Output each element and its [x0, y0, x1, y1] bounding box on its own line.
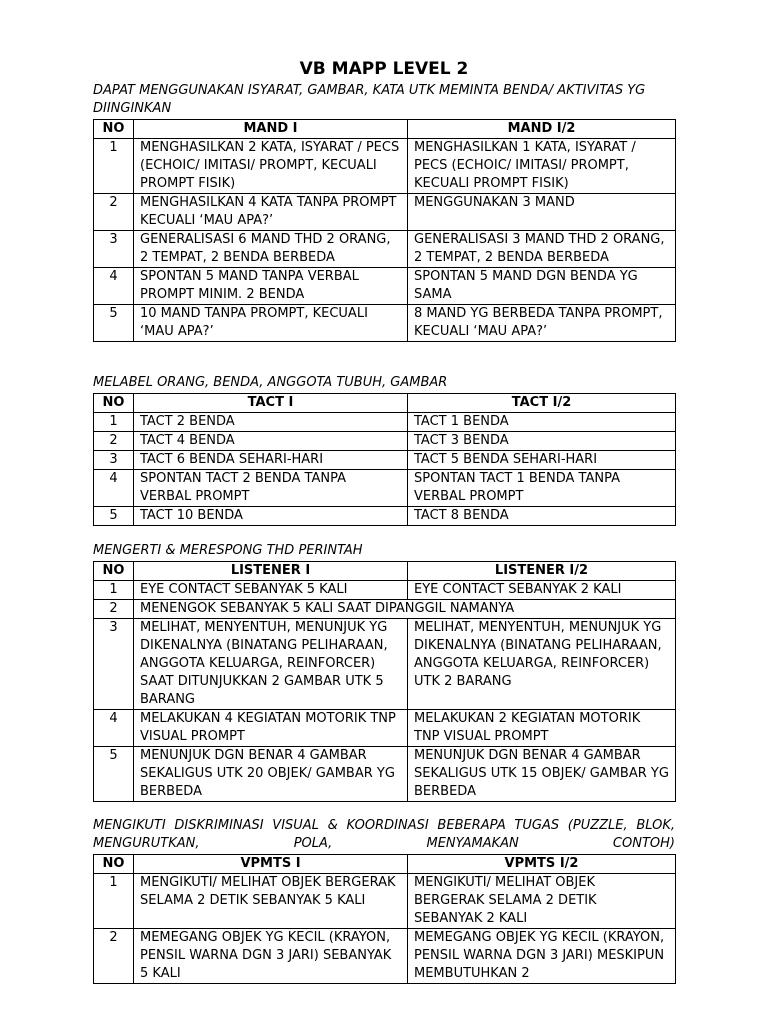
table-row	[94, 305, 676, 342]
cell-level-1: MELAKUKAN 4 KEGIATAN MOTORIK TNP VISUAL PROMPT	[134, 710, 408, 747]
cell-level-half: SPONTAN TACT 1 BENDA TANPA VERBAL PROMPT	[408, 470, 676, 507]
header-level-1: MAND I	[134, 120, 408, 139]
header-no: NO	[94, 120, 134, 139]
cell-level-half: MENGGUNAKAN 3 MAND	[408, 194, 676, 231]
row-number: 1	[94, 581, 134, 600]
row-number: 1	[94, 139, 134, 194]
row-number: 4	[94, 470, 134, 507]
table-row	[94, 619, 676, 710]
table-header-row	[94, 394, 676, 413]
cell-level-half: EYE CONTACT SEBANYAK 2 KALI	[408, 581, 676, 600]
section-vpmts	[93, 817, 675, 984]
cell-level-1: TACT 4 BENDA	[134, 432, 408, 451]
section-tact	[93, 374, 675, 526]
cell-level-1: TACT 2 BENDA	[134, 413, 408, 432]
section-caption: DAPAT MENGGUNAKAN ISYARAT, GAMBAR, KATA UTK MEMINTA BENDA/ AKTIVITAS YG DIINGINKAN	[93, 83, 646, 116]
section-listener	[93, 542, 675, 802]
row-number: 5	[94, 507, 134, 526]
cell-level-half: GENERALISASI 3 MAND THD 2 ORANG, 2 TEMPAT, 2 BENDA BERBEDA	[408, 231, 676, 268]
table-row	[94, 600, 676, 619]
header-level-half: TACT I/2	[408, 394, 676, 413]
mand-table	[93, 119, 676, 342]
cell-level-half: MENGIKUTI/ MELIHAT OBJEK BERGERAK SELAMA 2 DETIK SEBANYAK 2 KALI	[408, 874, 676, 929]
row-number: 2	[94, 600, 134, 619]
cell-level-half: MEMEGANG OBJEK YG KECIL (KRAYON, PENSIL WARNA DGN 3 JARI) MESKIPUN MEMBUTUHKAN 2	[408, 929, 676, 984]
cell-level-half: TACT 3 BENDA	[408, 432, 676, 451]
row-number: 3	[94, 619, 134, 710]
row-number: 2	[94, 432, 134, 451]
cell-level-half: MELAKUKAN 2 KEGIATAN MOTORIK TNP VISUAL PROMPT	[408, 710, 676, 747]
cell-level-half: SPONTAN 5 MAND DGN BENDA YG SAMA	[408, 268, 676, 305]
row-number: 5	[94, 747, 134, 802]
cell-level-half: TACT 5 BENDA SEHARI-HARI	[408, 451, 676, 470]
header-level-half: MAND I/2	[408, 120, 676, 139]
table-row	[94, 231, 676, 268]
table-header-row	[94, 120, 676, 139]
cell-level-half: MELIHAT, MENYENTUH, MENUNJUK YG DIKENALNYA (BINATANG PELIHARAAN, ANGGOTA KELUARGA, REINFORCER) UTK 2 BARANG	[408, 619, 676, 710]
header-level-1: VPMTS I	[134, 855, 408, 874]
section-caption: MENGIKUTI DISKRIMINASI VISUAL & KOORDINASI BEBERAPA TUGAS (PUZZLE, BLOK, MENGURUTKAN, POLA, MENYAMAKAN CONTOH)	[93, 818, 675, 851]
cell-level-1: MEMEGANG OBJEK YG KECIL (KRAYON, PENSIL WARNA DGN 3 JARI) SEBANYAK 5 KALI	[134, 929, 408, 984]
table-row	[94, 710, 676, 747]
cell-level-1: SPONTAN 5 MAND TANPA VERBAL PROMPT MINIM. 2 BENDA	[134, 268, 408, 305]
table-header-row	[94, 855, 676, 874]
document-title: VB MAPP LEVEL 2	[299, 59, 469, 79]
cell-level-1: MELIHAT, MENYENTUH, MENUNJUK YG DIKENALNYA (BINATANG PELIHARAAN, ANGGOTA KELUARGA, REINFORCER) SAAT DITUNJUKKAN 2 GAMBAR UTK 5 BARANG	[134, 619, 408, 710]
cell-level-half: TACT 1 BENDA	[408, 413, 676, 432]
row-number: 2	[94, 929, 134, 984]
header-level-half: VPMTS I/2	[408, 855, 676, 874]
header-level-1: TACT I	[134, 394, 408, 413]
cell-level-1: EYE CONTACT SEBANYAK 5 KALI	[134, 581, 408, 600]
table-row	[94, 413, 676, 432]
table-row	[94, 507, 676, 526]
section-caption: MENGERTI & MERESPONG THD PERINTAH	[93, 543, 363, 558]
cell-merged: MENENGOK SEBANYAK 5 KALI SAAT DIPANGGIL NAMANYA	[134, 600, 676, 619]
vpmts-table	[93, 854, 676, 984]
table-row	[94, 139, 676, 194]
tact-table	[93, 393, 676, 526]
cell-level-1: MENGIKUTI/ MELIHAT OBJEK BERGERAK SELAMA 2 DETIK SEBANYAK 5 KALI	[134, 874, 408, 929]
cell-level-1: SPONTAN TACT 2 BENDA TANPA VERBAL PROMPT	[134, 470, 408, 507]
section-caption: MELABEL ORANG, BENDA, ANGGOTA TUBUH, GAMBAR	[93, 375, 448, 390]
row-number: 4	[94, 710, 134, 747]
cell-level-1: TACT 10 BENDA	[134, 507, 408, 526]
row-number: 3	[94, 451, 134, 470]
row-number: 5	[94, 305, 134, 342]
cell-level-1: GENERALISASI 6 MAND THD 2 ORANG, 2 TEMPAT, 2 BENDA BERBEDA	[134, 231, 408, 268]
row-number: 3	[94, 231, 134, 268]
table-header-row	[94, 562, 676, 581]
cell-level-half: MENGHASILKAN 1 KATA, ISYARAT / PECS (ECHOIC/ IMITASI/ PROMPT, KECUALI PROMPT FISIK)	[408, 139, 676, 194]
table-row	[94, 194, 676, 231]
table-row	[94, 432, 676, 451]
cell-level-half: TACT 8 BENDA	[408, 507, 676, 526]
row-number: 2	[94, 194, 134, 231]
cell-level-1: MENUNJUK DGN BENAR 4 GAMBAR SEKALIGUS UTK 20 OBJEK/ GAMBAR YG BERBEDA	[134, 747, 408, 802]
table-row	[94, 268, 676, 305]
cell-level-1: MENGHASILKAN 4 KATA TANPA PROMPT KECUALI ‘MAU APA?’	[134, 194, 408, 231]
table-row	[94, 581, 676, 600]
section-mand	[93, 82, 675, 342]
header-no: NO	[94, 562, 134, 581]
listener-table	[93, 561, 676, 802]
table-row	[94, 470, 676, 507]
header-level-half: LISTENER I/2	[408, 562, 676, 581]
header-level-1: LISTENER I	[134, 562, 408, 581]
row-number: 4	[94, 268, 134, 305]
cell-level-1: MENGHASILKAN 2 KATA, ISYARAT / PECS (ECHOIC/ IMITASI/ PROMPT, KECUALI PROMPT FISIK)	[134, 139, 408, 194]
cell-level-1: TACT 6 BENDA SEHARI-HARI	[134, 451, 408, 470]
table-row	[94, 451, 676, 470]
cell-level-1: 10 MAND TANPA PROMPT, KECUALI ‘MAU APA?’	[134, 305, 408, 342]
header-no: NO	[94, 394, 134, 413]
cell-level-half: 8 MAND YG BERBEDA TANPA PROMPT, KECUALI ‘MAU APA?’	[408, 305, 676, 342]
row-number: 1	[94, 874, 134, 929]
header-no: NO	[94, 855, 134, 874]
cell-level-half: MENUNJUK DGN BENAR 4 GAMBAR SEKALIGUS UTK 15 OBJEK/ GAMBAR YG BERBEDA	[408, 747, 676, 802]
table-row	[94, 747, 676, 802]
row-number: 1	[94, 413, 134, 432]
table-row	[94, 929, 676, 984]
table-row	[94, 874, 676, 929]
